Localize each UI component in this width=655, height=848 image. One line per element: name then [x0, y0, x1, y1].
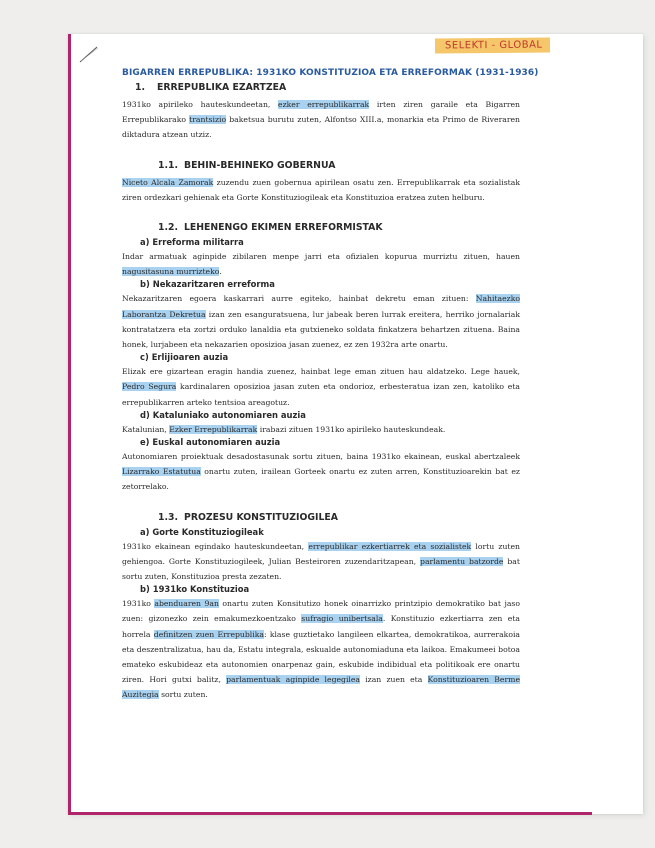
subsection-gorte-paragraph: 1931ko ekainean egindako hauteskundeetan, errepublikar ezkertiarrek eta sozialistek lortu zuten gehiengoa. Gorte Konstituziogileek, Julian Besteiroren zuzendaritzapean, parlamentu batzorde bat sortu zuten, Konstituzioa presta zezaten.: [122, 541, 520, 582]
subsection-c-paragraph: Elizak ere gizartean eragin handia zuenez, hainbat lege eman zituen hau aldatzeko. Lege hauek, Pedro Segura kardinalaren oposizioa jasan zuten eta ondorioz, erbesteratua izan zen, katoliko eta errepublikarren arteko tentsioa areagotuz.: [122, 367, 520, 407]
section-heading-1: 1. ERREPUBLIKA EZARTZEA: [135, 82, 287, 93]
pen-stroke-mark: [78, 42, 100, 64]
page-binding-edge: [68, 812, 592, 815]
handwritten-tag: SELEKTI - GLOBAL: [435, 37, 551, 53]
subsection-b-paragraph: Nekazaritzaren egoera kaskarrari aurre egiteko, hainbat dekretu eman zituen: Nahitaezko Laborantza Dekretua izan zen esanguratsuena, lur jabeak beren lurrak ereitera, herriko jornalariak kontratatzera eta zortzi orduko lanaldia eta gutxieneko soldata finkatzera behartzen zituena. Baina honek, lurjabeen eta nekazarien oposizioa jasan zuenez, ez zen 1932ra arte onartu.: [122, 294, 520, 350]
subsection-e-paragraph: Autonomiaren proiektuak desadostasunak sortu zituen, baina 1931ko ekainean, euskal abertzaleek Lizarrako Estatutua onartu zuten, irailean Gorteek onartu ez zuten arren, Konstituzioarekin bat ez zetorrelako.: [122, 452, 520, 492]
subsection-konstituzioa-paragraph: 1931ko abenduaren 9an onartu zuten Konsitutizo honek oinarrizko printzipio demokratiko bat jaso zuen: gizonezko zein emakumezkoentzako sufragio unibertsala. Konstituzio ezkertiarra zen eta horrela definitzen zuen Errepublika: klase guztietako langileen elkartea, demokratikoa, aurrerakoia eta deszentralizatua, hau da, Estatu integrala, eskualde autonomiaduna eta laikoa. Emakumeei botoa emateko eskubideaz eta autonomien onarpenaz gain, eskubide indibidual eta politikoak ere onartu ziren. Hori gutxi balitz, parlamentuak aginpide legegilea izan zuen eta Konstituzioaren Berme Auzitegia sortu zuten.: [122, 599, 521, 700]
section-1-paragraph: 1931ko apirileko hauteskundeetan, ezker errepublikarrak irten ziren garaile eta Bigarren Errepublikarako trantsizio baketsua burutu zuten, Alfontso XIII.a, monarkia eta Primo de Riveraren diktadura atzean utziz.: [122, 100, 520, 140]
subsection-heading-d: d) Kataluniako autonomiaren auzia: [140, 409, 306, 420]
subsection-d-paragraph: Katalunian, Ezker Errepublikarrak irabazi zituen 1931ko apirileko hauteskundeak.: [122, 424, 446, 434]
section-heading-1-2: 1.2. LEHENENGO EKIMEN ERREFORMISTAK: [158, 222, 383, 234]
subsection-a-paragraph: Indar armatuak aginpide zibilaren menpe jarri eta ofizialen kopurua murriztu zituen, hauen nagusitasuna murrizteko.: [122, 252, 520, 277]
document-content: [122, 68, 539, 703]
subsection-heading-b: b) Nekazaritzaren erreforma: [140, 279, 275, 290]
subsection-heading-gorte: a) Gorte Konstituziogileak: [140, 526, 264, 537]
section-1-1-paragraph: Niceto Alcala Zamorak zuzendu zuen gobernua apirilean osatu zen. Errepublikarrak eta sozialistak ziren ordezkari gehienak eta Gorte Konstituziogileak eta Konstituzioa eratzea zuten helburu.: [122, 177, 520, 202]
document-title: BIGARREN ERREPUBLIKA: 1931KO KONSTITUZIOA ETA ERREFORMAK (1931-1936): [122, 68, 539, 78]
section-heading-1-1: 1.1. BEHIN-BEHINEKO GOBERNUA: [158, 159, 336, 171]
subsection-heading-c: c) Erlijioaren auzia: [140, 352, 229, 363]
subsection-heading-konstituzioa: b) 1931ko Konstituzioa: [140, 584, 250, 595]
section-heading-1-3: 1.3. PROZESU KONSTITUZIOGILEA: [158, 511, 338, 523]
subsection-heading-a: a) Erreforma militarra: [140, 237, 244, 248]
subsection-heading-e: e) Euskal autonomiaren auzia: [140, 437, 281, 448]
